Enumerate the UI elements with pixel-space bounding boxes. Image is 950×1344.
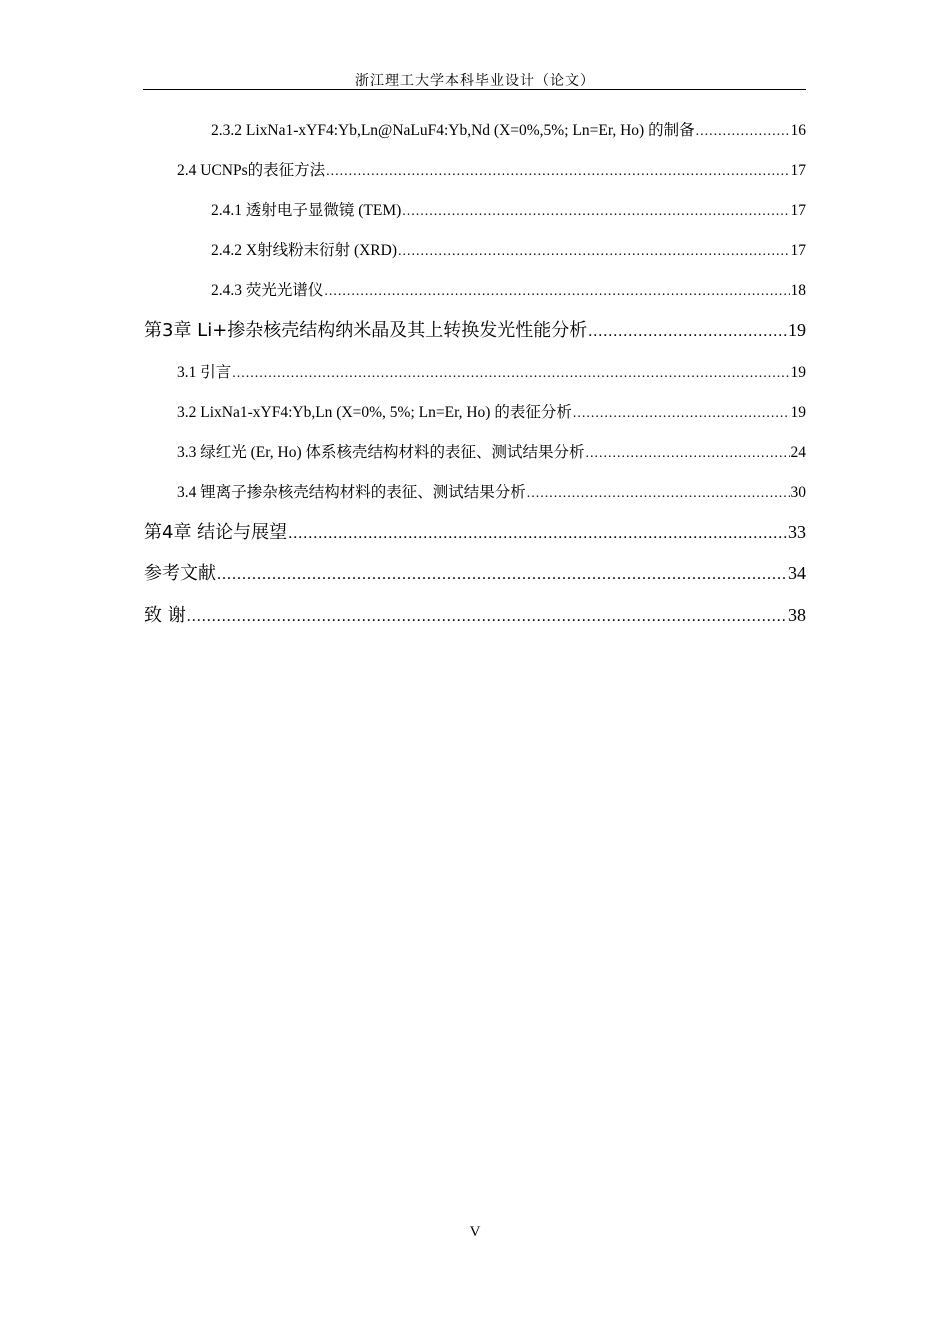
toc-entry-label: 2.4.3 荧光光谱仪 [211,282,324,299]
toc-leader [326,164,789,180]
toc-page-number: 24 [790,444,806,461]
toc-page-number: 17 [790,162,806,179]
toc-entry-3-4[interactable] [177,480,806,502]
header-rule [143,89,806,90]
toc-entry-2-4-1[interactable] [211,198,806,220]
toc-page-number: 18 [790,282,806,299]
toc-leader [232,366,789,382]
toc-leader [324,284,789,300]
toc-entry-2-4[interactable] [177,158,806,180]
toc-entry-2-4-3[interactable] [211,278,806,300]
toc-page-number: 19 [790,364,806,381]
toc-page-number: 19 [788,320,806,340]
toc-leader [187,608,787,626]
toc-entry-references[interactable] [144,559,806,585]
toc-leader [402,204,789,220]
toc-entry-label: 2.4.1 透射电子显微镜 (TEM) [211,202,402,219]
toc-entry-chapter-4[interactable] [144,518,806,544]
toc-leader [573,406,790,422]
toc-entry-label: 2.4 UCNPs的表征方法 [177,162,326,179]
toc-entry-label: 3.3 绿红光 (Er, Ho) 体系核壳结构材料的表征、测试结果分析 [177,444,585,461]
toc-page-number: 34 [788,563,806,583]
toc-page-number: 16 [790,122,806,139]
toc-leader [586,446,790,462]
toc-entry-label: 第3章 Li+掺杂核壳结构纳米晶及其上转换发光性能分析 [144,320,588,341]
toc-leader [288,525,787,543]
page-number-footer: V [469,1224,481,1240]
toc-entry-acknowledgements[interactable] [144,601,806,627]
toc-leader [217,566,787,584]
toc-entry-3-3[interactable] [177,440,806,462]
toc-leader [398,244,790,260]
toc-leader [588,323,787,341]
toc-page-number: 33 [788,522,806,542]
toc-entry-label: 致 谢 [144,605,186,626]
toc-page-number: 38 [788,605,806,625]
toc-page-number: 17 [790,242,806,259]
page-header: 浙江理工大学本科毕业设计（论文） [355,74,595,89]
toc-entry-label: 2.3.2 LixNa1-xYF4:Yb,Ln@NaLuF4:Yb,Nd (X=0%,5%; Ln=Er, Ho) 的制备 [211,122,695,139]
toc-entry-label: 3.1 引言 [177,364,232,381]
toc-entry-2-3-2[interactable] [211,118,806,140]
toc-page-number: 17 [790,202,806,219]
toc-entry-3-2[interactable] [177,400,806,422]
toc-entry-3-1[interactable] [177,360,806,382]
toc-entry-label: 3.2 LixNa1-xYF4:Yb,Ln (X=0%, 5%; Ln=Er, Ho) 的表征分析 [177,404,572,421]
toc-entry-label: 参考文献 [144,563,216,584]
toc-entry-2-4-2[interactable] [211,238,806,260]
toc-entry-label: 3.4 锂离子掺杂核壳结构材料的表征、测试结果分析 [177,484,526,501]
toc-page-number: 19 [790,404,806,421]
toc-entry-label: 2.4.2 X射线粉末衍射 (XRD) [211,242,397,259]
toc-entry-label: 第4章 结论与展望 [144,522,288,543]
toc-leader [527,486,790,502]
toc-leader [696,124,790,140]
toc-page-number: 30 [790,484,806,501]
toc-entry-chapter-3[interactable] [144,316,806,342]
